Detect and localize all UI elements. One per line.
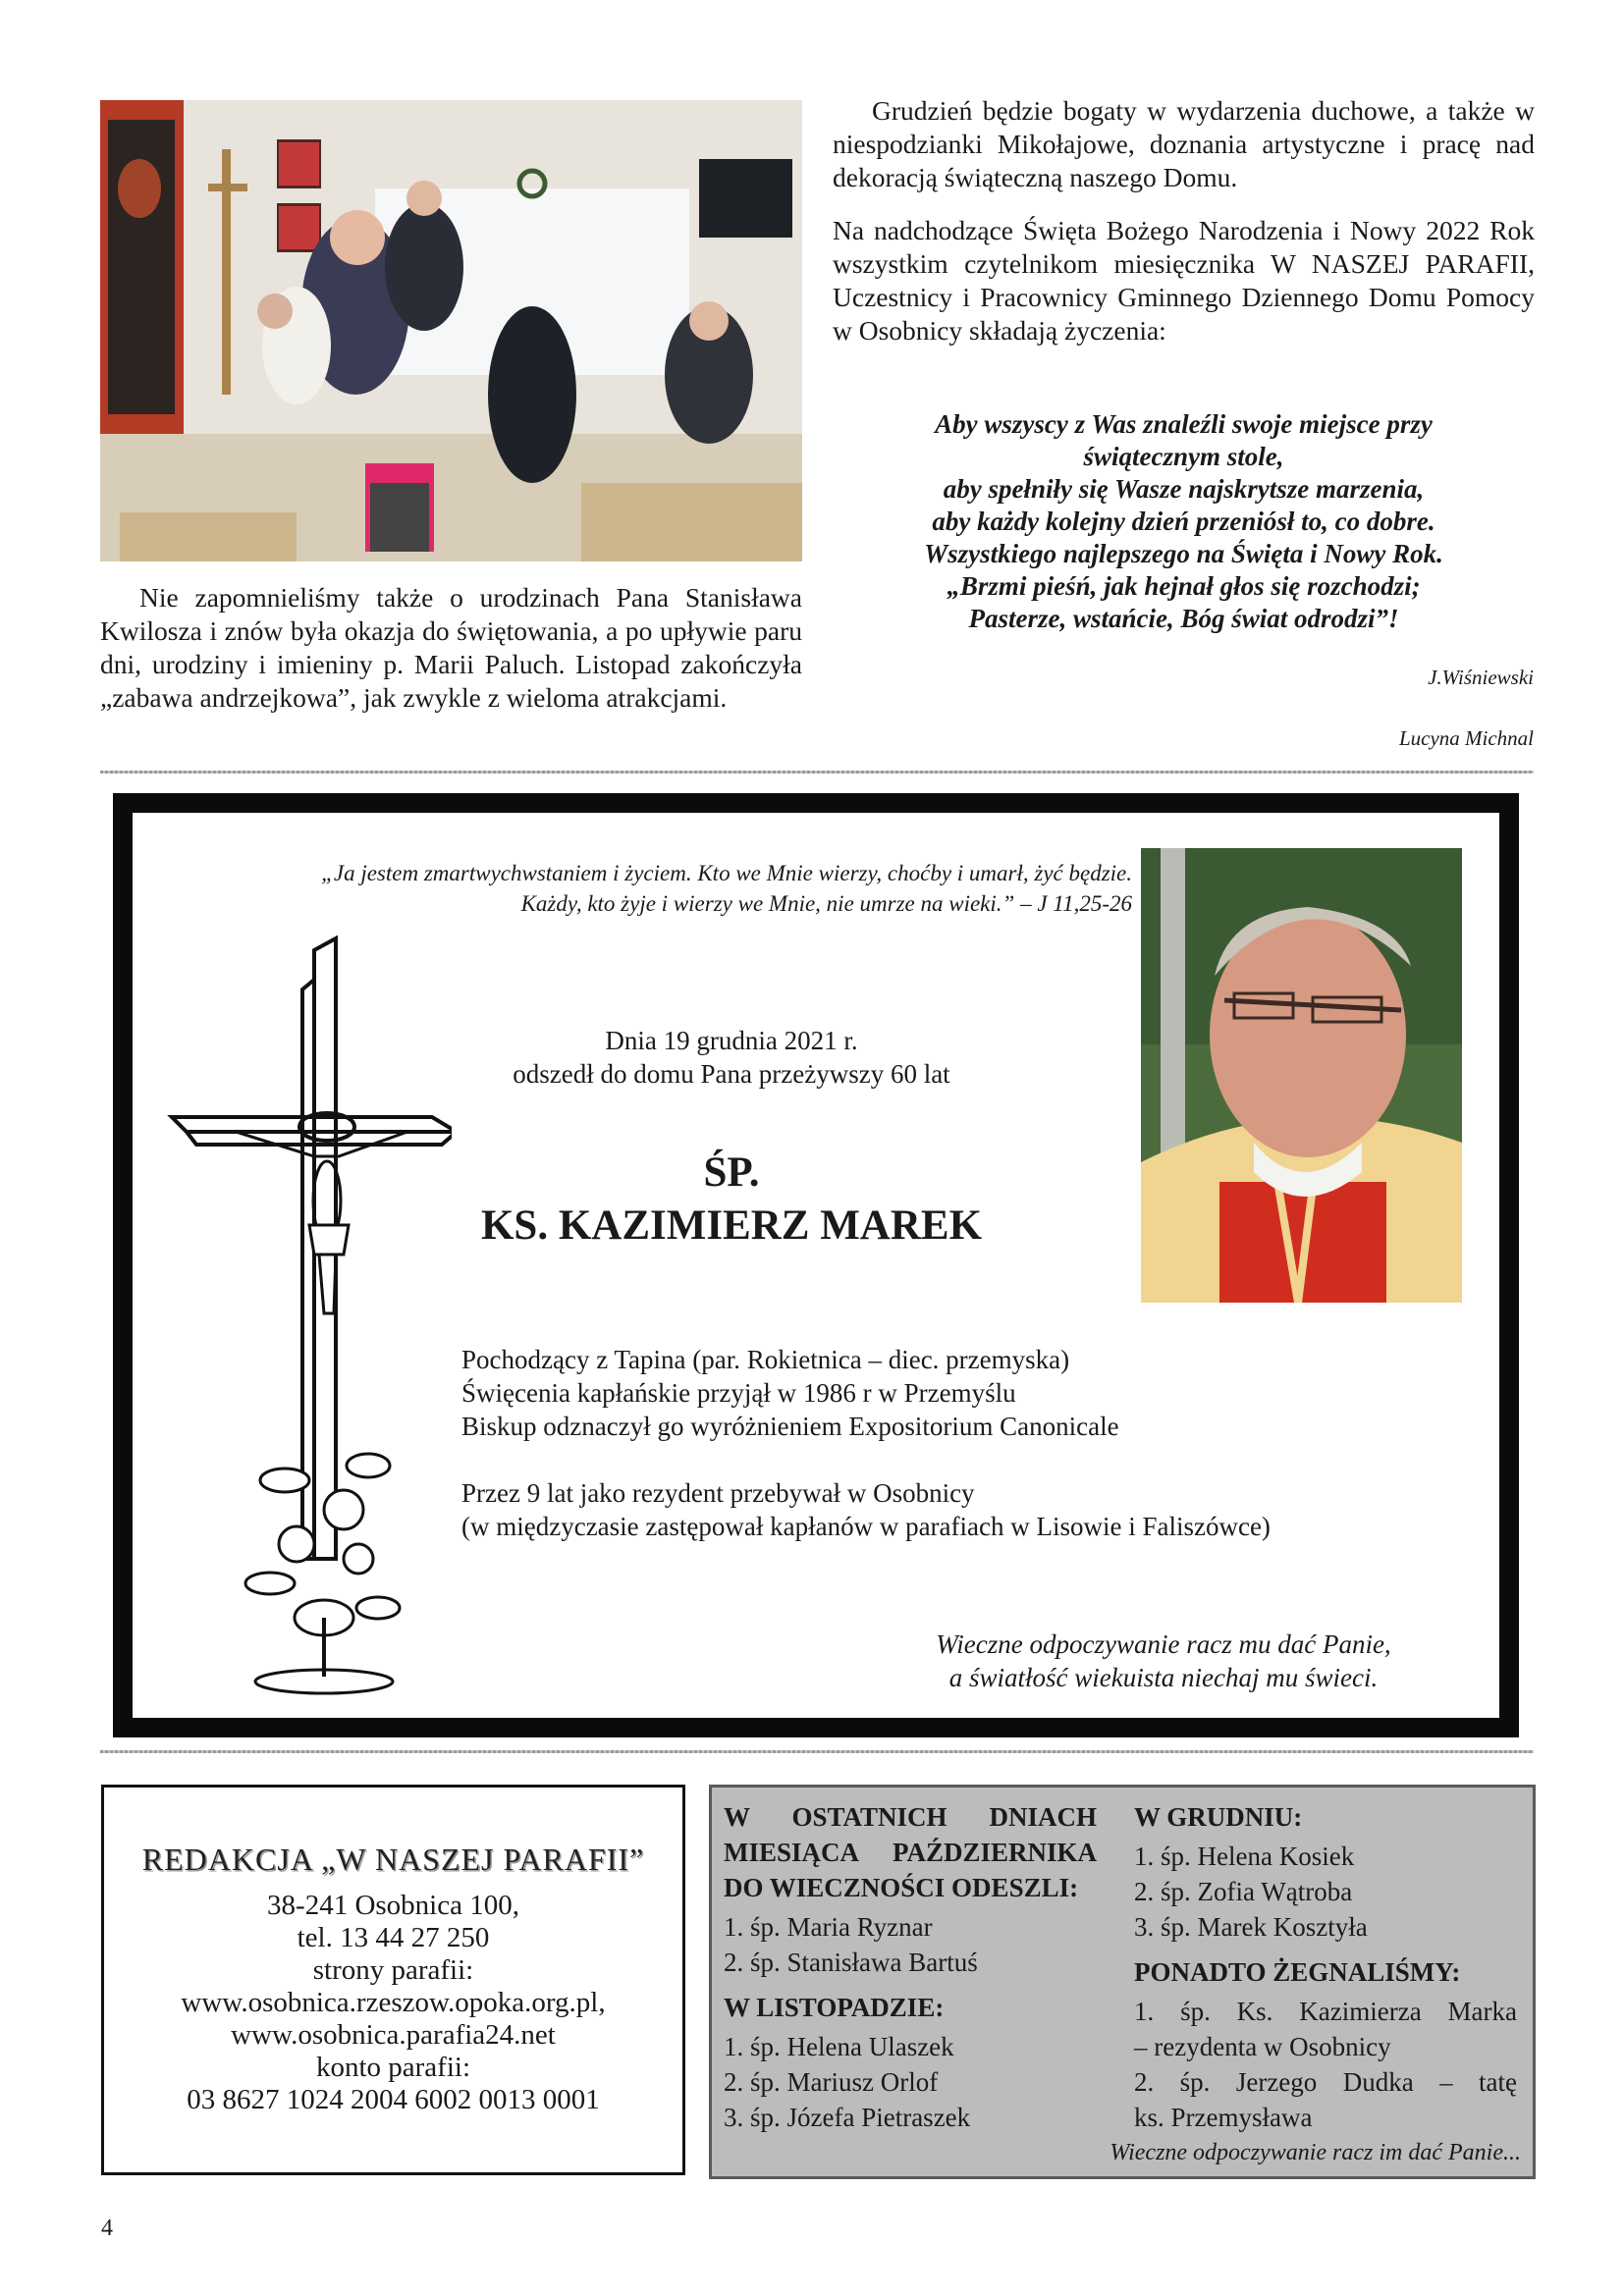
biography-line: (w międzyczasie zastępował kapłanów w parafiach w Lisowie i Faliszówce) [461,1512,1271,1541]
author-signature: Lucyna Michnal [1398,726,1534,750]
farewell-heading: PONADTO ŻEGNALIŚMY: [1134,1957,1461,1987]
scripture-quote-line: „Ja jestem zmartwychwstaniem i życiem. Kto we Mnie wierzy, choćby i umarł, żyć będzie. [321,861,1132,885]
deceased-item: 2. śp. Mariusz Orlof [724,2067,939,2097]
deceased-item: ks. Przemysława [1134,2103,1313,2132]
priest-photo-image [1141,848,1462,1303]
biography-line: Przez 9 lat jako rezydent przebywał w Osobnicy [461,1478,975,1508]
account-label: konto parafii: [315,2052,471,2083]
prayer-line: a światłość wiekuista niechaj mu świeci. [948,1663,1379,1692]
deceased-item: 1. śp. Helena Kosiek [1134,1842,1355,1871]
wish-line: aby spełniły się Wasze najskrytsze marzenia, [943,474,1425,504]
deceased-name [417,1147,1046,1253]
october-heading: DO WIECZNOŚCI ODESZLI: [724,1873,1079,1902]
wish-line: aby każdy kolejny dzień przeniósł to, co dobre. [932,507,1435,536]
crucifix-icon [167,931,452,1706]
account-number: 03 8627 1024 2004 6002 0013 0001 [187,2084,600,2115]
november-heading: W LISTOPADZIE: [724,1993,945,2022]
deceased-column-left [724,1799,1097,2145]
deceased-item: 1. śp. Helena Ulaszek [724,2032,954,2061]
editorial-contact-box [101,1785,685,2175]
name-title: KS. KAZIMIERZ MAREK [480,1202,983,1249]
poet-signature: J.Wiśniewski [1428,666,1534,689]
eternal-rest-footer: Wieczne odpoczywanie racz im dać Panie... [1110,2140,1521,2165]
death-date-line: Dnia 19 grudnia 2021 r. [605,1026,858,1055]
deceased-item: – rezydenta w Osobnicy [1134,2032,1391,2061]
december-list [1134,1839,1517,1945]
right-article [833,94,1535,367]
websites-label: strony parafii: [312,1954,474,1986]
biography [461,1343,1345,1543]
biography-line: Pochodzący z Tapina (par. Rokietnica – diec. przemyska) [461,1345,1070,1374]
wish-line: Pasterze, wstańcie, Bóg świat odrodzi”! [968,604,1399,633]
december-heading: W GRUDNIU: [1134,1802,1303,1832]
party-photo-image [100,100,802,561]
left-article [100,581,802,715]
deceased-item: 2. śp. Jerzego Dudka – tatę [1134,2067,1517,2097]
obituary-frame [113,793,1519,1737]
death-date [417,1024,1046,1091]
scripture-quote-line: Każdy, kto żyje i wierzy we Mnie, nie umrze na wieki.” – J 11,25-26 [520,891,1132,916]
page-number: 4 [101,2216,113,2241]
right-article-paragraph-2: Na nadchodzące Święta Bożego Narodzenia i Nowy 2022 Rok wszystkim czytelnikom miesięcznika W NASZEJ PARAFII, Uczestnicy i Pracownicy Gminnego Dziennego Domu Pomocy w Osobnicy składają życzenia: [833,215,1535,346]
deceased-item: 3. śp. Marek Kosztyła [1134,1912,1368,1942]
spacer [461,1443,1345,1476]
prayer-line: Wieczne odpoczywanie racz mu dać Panie, [936,1629,1391,1659]
deceased-item: 1. śp. Maria Ryznar [724,1912,933,1942]
deceased-column-right [1134,1799,1517,2145]
party-photo [100,100,802,561]
website-link[interactable]: www.osobnica.parafia24.net [231,2019,556,2051]
priest-photo [1141,848,1462,1303]
editorial-title: REDAKCJA „W NASZEJ PARAFII” [141,1842,645,1877]
name-prefix: ŚP. [703,1149,760,1196]
address-line: 38-241 Osobnica 100, [267,1890,519,1921]
deceased-item: 3. śp. Józefa Pietraszek [724,2103,971,2132]
biography-line: Biskup odznaczył go wyróżnieniem Expositorium Canonicale [461,1412,1119,1441]
farewell-list [1134,1994,1517,2135]
biography-line: Święcenia kapłańskie przyjął w 1986 r w Przemyślu [461,1378,1016,1408]
wish-line: Wszystkiego najlepszego na Święta i Nowy Rok. [924,539,1443,568]
editorial-contact-details [104,1890,682,2116]
deceased-item: 2. śp. Zofia Wątroba [1134,1877,1353,1906]
wish-line: „Brzmi pieśń, jak hejnał głos się rozchodzi; [947,571,1421,601]
right-article-paragraph-1: Grudzień będzie bogaty w wydarzenia duchowe, a także w niespodzianki Mikołajowe, doznania artystyczne i pracę nad dekoracją świąteczną naszego Domu. [833,95,1535,192]
october-list [724,1909,1097,1980]
christmas-wishes [833,408,1535,635]
scripture-quote [133,858,1132,919]
section-divider [100,1750,1534,1753]
wish-line: świątecznym stole, [1083,442,1284,471]
phone-line: tel. 13 44 27 250 [297,1922,490,1953]
section-divider [100,771,1534,774]
deceased-item: 1. śp. Ks. Kazimierza Marka [1134,1997,1517,2026]
october-heading: MIESIĄCA PAŹDZIERNIKA [724,1838,1097,1867]
deceased-item: 2. śp. Stanisława Bartuś [724,1948,978,1977]
obituary-panel [133,813,1499,1718]
november-list [724,2029,1097,2135]
wish-line: Aby wszyscy z Was znaleźli swoje miejsce przy [935,409,1433,439]
death-age-line: odszedł do domu Pana przeżywszy 60 lat [513,1059,950,1089]
deceased-parishioners-box [709,1785,1536,2179]
left-article-paragraph: Nie zapomnieliśmy także o urodzinach Pana Stanisława Kwilosza i znów była okazja do świętowania, a po upływie paru dni, urodziny i imieniny p. Marii Paluch. Listopad zakończyła „zabawa andrzejkowa”, jak zwykle z wieloma atrakcjami. [100,582,802,713]
eternal-rest-prayer [879,1628,1448,1694]
website-link[interactable]: www.osobnica.rzeszow.opoka.org.pl, [181,1987,606,2018]
october-heading: W OSTATNICH DNIACH [724,1802,1097,1832]
